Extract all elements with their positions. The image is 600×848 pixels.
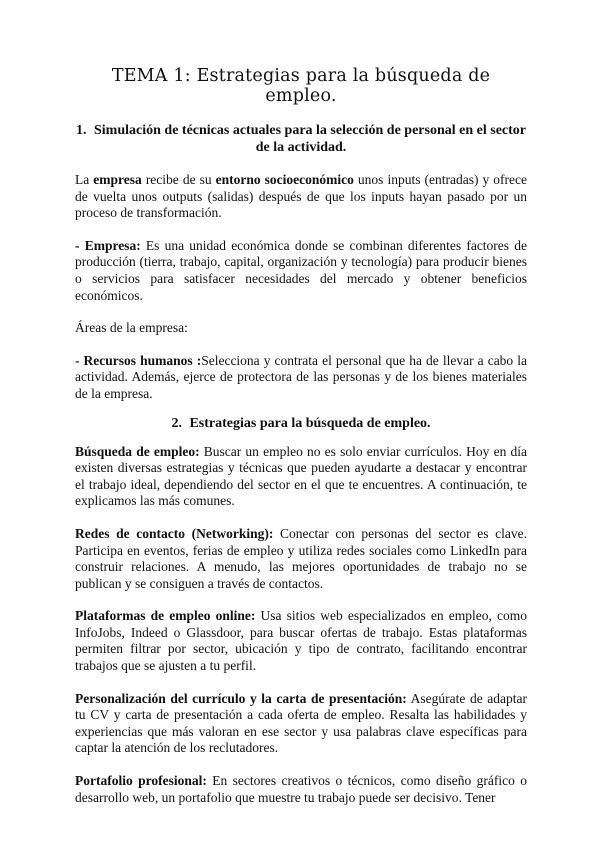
areas-paragraph: Áreas de la empresa:: [75, 320, 188, 336]
intro-bold-term: empresa: [93, 172, 142, 187]
rrhh-paragraph: [75, 353, 527, 403]
rrhh-text: Selecciona y contrata el personal que ha de llevar a cabo la actividad. Además, ejerce de protectora de las personas y de los bienes materiales de la empresa.: [75, 352, 527, 401]
intro-paragraph: [75, 172, 527, 222]
redes-text: Conectar con personas del sector es clave. Participa en eventos, ferias de empleo y utiliza redes sociales como LinkedIn para construir relaciones. A menudo, las mejores oportunidades de trabajo no se publican y se consiguen a través de contactos.: [75, 525, 527, 591]
empresa-paragraph: [75, 238, 527, 304]
section-number: 2.: [171, 415, 182, 431]
section-title: Simulación de técnicas actuales para la selección de personal en el sector de la actividad.: [94, 123, 526, 155]
intro-bold-term: entorno socioeconómico: [215, 172, 354, 187]
personalizacion-paragraph: [75, 691, 527, 757]
intro-text: unos inputs (entradas) y ofrece de vuelta unos outputs (salidas) después de que los inputs hayan pasado por un proceso de transformación.: [75, 172, 527, 221]
redes-label: Redes de contacto (Networking):: [75, 525, 274, 541]
plataformas-label: Plataformas de empleo online:: [75, 608, 256, 624]
document-title: TEMA 1: Estrategias para la búsqueda de empleo.: [111, 66, 491, 106]
busqueda-text: Buscar un empleo no es solo enviar currículos. Hoy en día existen diversas estrategias y técnicas que pueden ayudarte a destacar y encontrar el trabajo ideal, dependiendo del sector en el que te encuentres. A continuación, te explicamos las más comunes.: [75, 443, 527, 509]
empresa-text: Es una unidad económica donde se combinan diferentes factores de producción (tierra, trabajo, capital, organización y tecnología) para producir bienes o servicios para satisfacer necesidades del mercado y obtener beneficios económicos.: [75, 237, 527, 303]
intro-text: recibe de su: [141, 172, 216, 187]
personalizacion-label: Personalización del currículo y la carta de presentación:: [75, 690, 407, 706]
portafolio-paragraph: [75, 773, 527, 806]
page-content: [75, 66, 527, 822]
empresa-label: - Empresa:: [75, 237, 141, 253]
plataformas-text: Usa sitios web especializados en empleo, como InfoJobs, Indeed o Glassdoor, para buscar ofertas de trabajo. Estas plataformas permiten filtrar por sector, ubicación y tipo de contrato, facilitando encontrar trabajos que se ajusten a tu perfil.: [75, 608, 527, 674]
redes-paragraph: [75, 526, 527, 592]
section-number: 1.: [76, 123, 87, 138]
busqueda-label: Búsqueda de empleo:: [75, 443, 200, 459]
rrhh-label: - Recursos humanos :: [75, 352, 202, 368]
intro-text: La: [75, 172, 94, 187]
personalizacion-text: Asegúrate de adaptar tu CV y carta de presentación a cada oferta de empleo. Resalta las habilidades y experiencias que más valoran en ese sector y usa palabras clave específicas para captar la atención de los reclutadores.: [75, 690, 527, 756]
section-heading-2: [75, 415, 527, 432]
section-title: Estrategias para la búsqueda de empleo.: [189, 415, 431, 431]
portafolio-text: En sectores creativos o técnicos, como diseño gráfico o desarrollo web, un portafolio que muestre tu trabajo puede ser decisivo. Tener: [75, 773, 527, 805]
section-heading-1: [75, 122, 527, 156]
portafolio-label: Portafolio profesional:: [75, 773, 207, 789]
plataformas-paragraph: [75, 608, 527, 674]
busqueda-paragraph: [75, 444, 527, 510]
